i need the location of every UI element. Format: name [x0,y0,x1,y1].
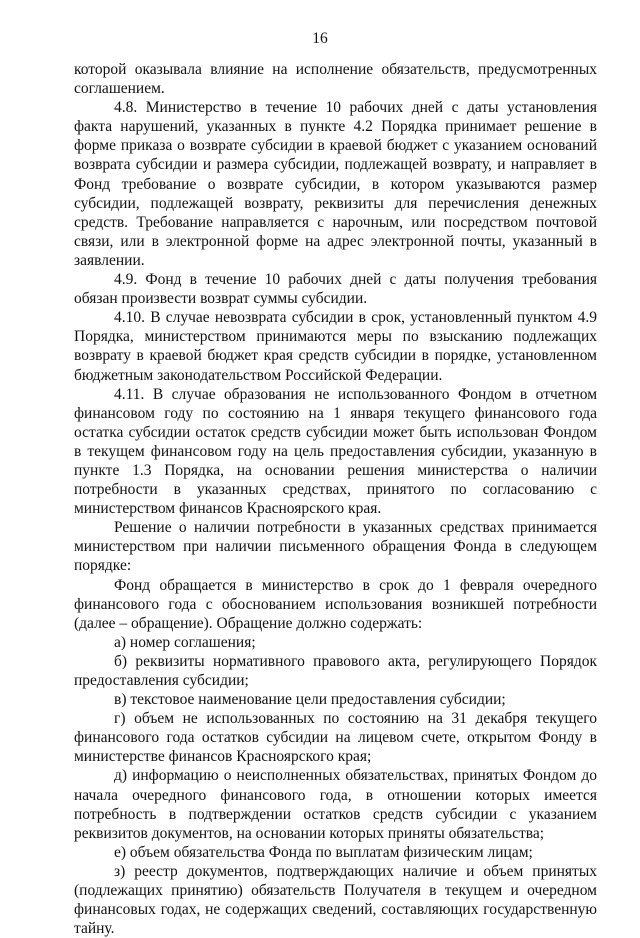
page-number: 16 [312,30,328,47]
paragraph: 4.9. Фонд в течение 10 рабочих дней с даты получения требования обязан произвести возврат суммы субсидии. [74,271,597,308]
paragraph: 4.10. В случае невозврата субсидии в срок, установленный пунктом 4.9 Порядка, министерством принимаются меры по взысканию подлежащих возврату в краевой бюджет края средств субсидии в порядке, установленном бюджетным законодательством Российской Федерации. [74,309,597,384]
paragraph: Решение о наличии потребности в указанных средствах принимается министерством при наличии письменного обращения Фонда в следующем порядке: [74,519,597,575]
paragraph: 4.11. В случае образования не использованного Фондом в отчетном финансовом году по состоянию на 1 января текущего финансового года остатка субсидии остаток средств субсидии может быть использован Фондом в текущем финансовом году на цель предоставления субсидии, указанную в пункте 1.3 Порядка, на основании решения министерства о наличии потребности в указанных средствах, принятого по согласованию с министерством финансов Красноярского края. [74,385,597,518]
paragraph: в) текстовое наименование цели предоставления субсидии; [114,691,506,709]
paragraph: б) реквизиты нормативного правового акта, регулирующего Порядок предоставления субсидии; [74,652,597,689]
paragraph: которой оказывала влияние на исполнение обязательств, предусмотренных соглашением. [74,61,597,98]
paragraph: 4.8. Министерство в течение 10 рабочих дней с даты установления факта нарушений, указанных в пункте 4.2 Порядка принимает решение в форме приказа о возврате субсидии в краевой бюджет с указанием оснований возврата субсидии и размера субсидии, подлежащей возврату, и направляет в Фонд требование о возврате субсидии, в котором указываются размер субсидии, подлежащей возврату, реквизиты для перечисления денежных средств. Требование направляется с нарочным, или посредством почтовой связи, или в электронной форме на адрес электронной почты, указанный в заявлении. [74,99,597,269]
paragraph: а) номер соглашения; [114,633,256,651]
paragraph: е) объем обязательства Фонда по выплатам физическим лицам; [114,843,533,861]
document-body [74,60,597,938]
paragraph: з) реестр документов, подтверждающих наличие и объем принятых (подлежащих принятию) обязательств Получателя в текущем и очередном финансовых годах, не содержащих сведений, составляющих государственную тайну. [74,862,597,938]
paragraph: Фонд обращается в министерство в срок до 1 февраля очередного финансового года с обоснованием использования возникшей потребности (далее – обращение). Обращение должно содержать: [74,576,597,632]
paragraph: д) информацию о неисполненных обязательствах, принятых Фондом до начала очередного финансового года, в отношении которых имеется потребность в подтверждении остатков средств субсидии с указанием реквизитов документов, на основании которых приняты обязательства; [74,767,597,842]
paragraph: г) объем не использованных по состоянию на 31 декабря текущего финансового года остатков субсидии на лицевом счете, открытом Фонду в министерстве финансов Красноярского края; [74,710,597,766]
